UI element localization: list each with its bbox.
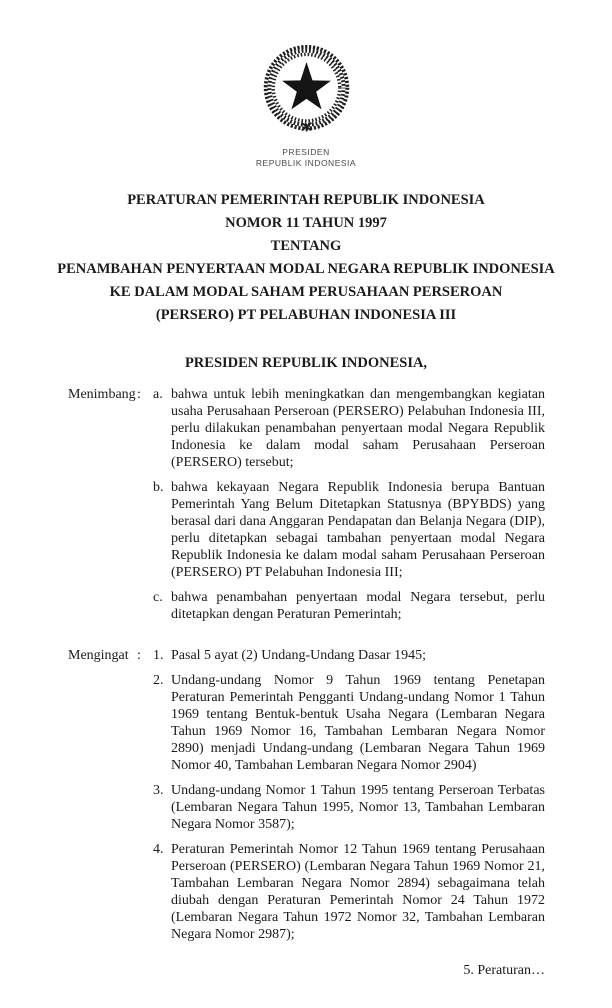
list-item-3: [153, 782, 545, 833]
item-marker: 3.: [153, 783, 164, 798]
list-item-b: [153, 479, 545, 581]
list-item-4: [153, 841, 545, 943]
item-marker: b.: [153, 480, 164, 495]
menimbang-items: [153, 386, 545, 623]
item-text: Undang-undang Nomor 9 Tahun 1969 tentang Penetapan Peraturan Pemerintah Pengganti Undang-undang Nomor 1 Tahun 1969 tentang Bentuk-bentuk Usaha Negara (Lembaran Negara Tahun 1969 Nomor 16, Tambahan Lembaran Negara Nomor 2890) menjadi Undang-undang (Lembaran Negara Tahun 1969 Nomor 40, Tambahan Lembaran Negara Nomor 2904): [171, 673, 545, 773]
star-wreath-emblem-icon: [258, 44, 355, 139]
section-colon: :: [137, 387, 141, 402]
item-marker: 1.: [153, 648, 164, 663]
seal-caption: [0, 147, 612, 168]
title-line-2: NOMOR 11 TAHUN 1997: [225, 215, 387, 231]
title-line-5: KE DALAM MODAL SAHAM PERUSAHAAN PERSEROAN: [109, 284, 503, 300]
item-text: bahwa penambahan penyertaan modal Negara tersebut, perlu ditetapkan dengan Peraturan Pemerintah;: [171, 590, 545, 622]
title-line-6: (PERSERO) PT PELABUHAN INDONESIA III: [155, 307, 457, 323]
item-text: Undang-undang Nomor 1 Tahun 1995 tentang Perseroan Terbatas (Lembaran Negara Tahun 1995, Nomor 13, Tambahan Lembaran Negara Nomor 3587);: [171, 783, 545, 832]
item-text: bahwa untuk lebih meningkatkan dan mengembangkan kegiatan usaha Perusahaan Perseroan (PERSERO) Pelabuhan Indonesia III, perlu dilakukan penambahan penyertaan modal Negara Republik Indonesia ke dalam modal saham Perusahaan Perseroan (PERSERO) tersebut;: [171, 387, 545, 470]
seal-caption-line1: PRESIDEN: [282, 147, 330, 157]
title-line-1: PERATURAN PEMERINTAH REPUBLIK INDONESIA: [127, 192, 485, 208]
mengingat-items: [153, 647, 545, 943]
item-marker: a.: [153, 387, 163, 402]
item-text: bahwa kekayaan Negara Republik Indonesia berupa Bantuan Pemerintah Yang Belum Ditetapkan Statusnya (BPYBDS) yang berasal dari dana Anggaran Pendapatan dan Belanja Negara (DIP), perlu ditetapkan sebagai tambahan penyertaan modal Negara Republik Indonesia ke dalam modal saham Perusahaan Perseroan (PERSERO) PT Pelabuhan Indonesia III;: [171, 480, 545, 580]
section-label-menimbang: Menimbang: [68, 387, 136, 402]
title-line-4: PENAMBAHAN PENYERTAAN MODAL NEGARA REPUBLIK INDONESIA: [57, 261, 555, 277]
list-item-a: [153, 386, 545, 471]
document-body: [68, 386, 545, 979]
section-colon: :: [137, 648, 141, 663]
list-item-c: [153, 589, 545, 623]
list-item-2: [153, 672, 545, 774]
presidential-seal: [0, 0, 612, 168]
catchword: 5. Peraturan…: [463, 963, 545, 978]
salutation: PRESIDEN REPUBLIK INDONESIA,: [184, 355, 428, 371]
item-marker: 4.: [153, 842, 164, 857]
item-text: Peraturan Pemerintah Nomor 12 Tahun 1969 tentang Perusahaan Perseroan (PERSERO) (Lembaran Negara Tahun 1969 Nomor 21, Tambahan Lembaran Negara Nomor 2894) sebagaimana telah diubah dengan Peraturan Pemerintah Nomor 24 Tahun 1972 (Lembaran Negara Tahun 1972 Nomor 32, Tambahan Lembaran Negara Nomor 2987);: [171, 842, 545, 942]
item-marker: 2.: [153, 673, 164, 688]
item-marker: c.: [153, 590, 163, 605]
section-label-mengingat: Mengingat: [68, 648, 129, 663]
item-text: Pasal 5 ayat (2) Undang-Undang Dasar 1945;: [171, 648, 427, 663]
section-mengingat: [68, 647, 545, 943]
seal-caption-line2: REPUBLIK INDONESIA: [255, 157, 357, 168]
list-item-1: [153, 647, 545, 664]
regulation-title: [0, 189, 612, 327]
section-menimbang: [68, 386, 545, 623]
title-line-3: TENTANG: [270, 238, 342, 254]
